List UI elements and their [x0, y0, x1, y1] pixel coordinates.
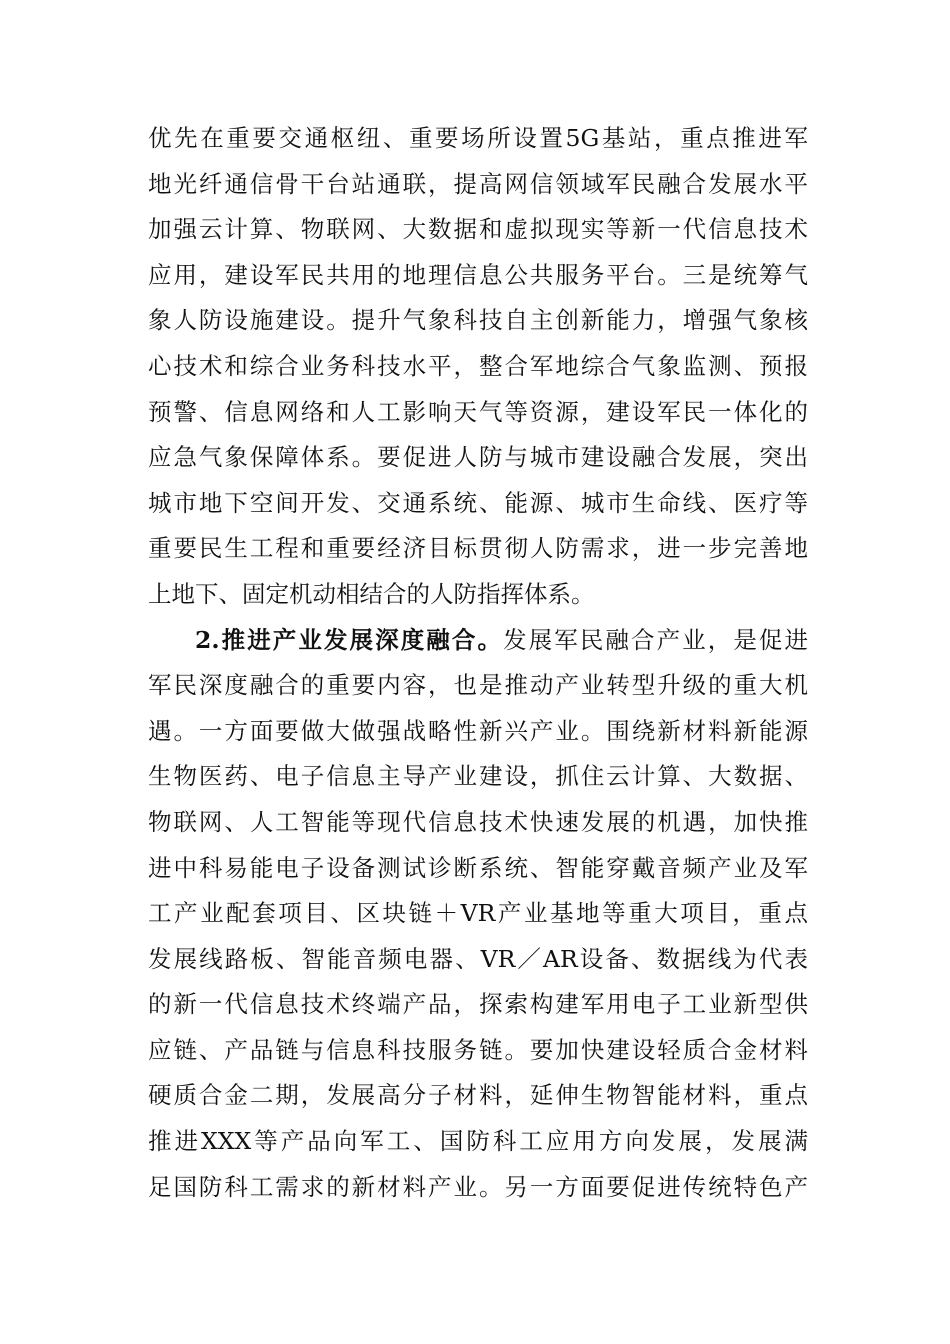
text-line: 生物医药、电子信息主导产业建设，抓住云计算、大数据、: [148, 762, 808, 791]
text-line: 硬质合金二期，发展高分子材料，延伸生物智能材料，重点: [148, 1081, 808, 1110]
text-line: 工产业配套项目、区块链＋VR产业基地等重大项目，重点: [148, 899, 808, 928]
section-heading-line: [148, 618, 808, 664]
text-line: 城市地下空间开发、交通系统、能源、城市生命线、医疗等: [148, 488, 808, 517]
text-line: 重要民生工程和重要经济目标贯彻人防需求，进一步完善地: [148, 534, 808, 563]
heading-continuation: 发展军民融合产业，是促进: [503, 625, 808, 654]
text-line: 象人防设施建设。提升气象科技自主创新能力，增强气象核: [148, 306, 808, 335]
text-line: 优先在重要交通枢纽、重要场所设置5G基站，重点推进军: [148, 124, 808, 152]
text-line: 预警、信息网络和人工影响天气等资源，建设军民一体化的: [148, 397, 808, 426]
text-line: 应急气象保障体系。要促进人防与城市建设融合发展，突出: [148, 443, 808, 472]
section-heading: 2.推进产业发展深度融合。: [195, 625, 504, 654]
text-line: 心技术和综合业务科技水平，整合军地综合气象监测、预报: [148, 351, 808, 380]
text-line: 物联网、人工智能等现代信息技术快速发展的机遇，加快推: [148, 807, 808, 836]
paragraph-end-line: 上地下、固定机动相结合的人防指挥体系。: [148, 579, 595, 608]
text-line: 进中科易能电子设备测试诊断系统、智能穿戴音频产业及军: [148, 853, 808, 882]
text-line: 应用，建设军民共用的地理信息公共服务平台。三是统筹气: [148, 260, 808, 289]
text-line: 军民深度融合的重要内容，也是推动产业转型升级的重大机: [148, 671, 808, 700]
text-line: 地光纤通信骨干台站通联，提高网信领域军民融合发展水平: [148, 169, 808, 198]
text-line: 的新一代信息技术终端产品，探索构建军用电子工业新型供: [148, 990, 808, 1019]
text-line: 足国防科工需求的新材料产业。另一方面要促进传统特色产: [148, 1172, 808, 1201]
text-line: 应链、产品链与信息科技服务链。要加快建设轻质合金材料: [148, 1035, 808, 1064]
body-text: [148, 116, 808, 1210]
text-line: 遇。一方面要做大做强战略性新兴产业。围绕新材料新能源: [148, 716, 808, 745]
text-line: 推进XXX等产品向军工、国防科工应用方向发展，发展满: [148, 1127, 808, 1156]
text-line: 加强云计算、物联网、大数据和虚拟现实等新一代信息技术: [148, 215, 808, 244]
text-line: 发展线路板、智能音频电器、VR／AR设备、数据线为代表: [148, 944, 808, 973]
